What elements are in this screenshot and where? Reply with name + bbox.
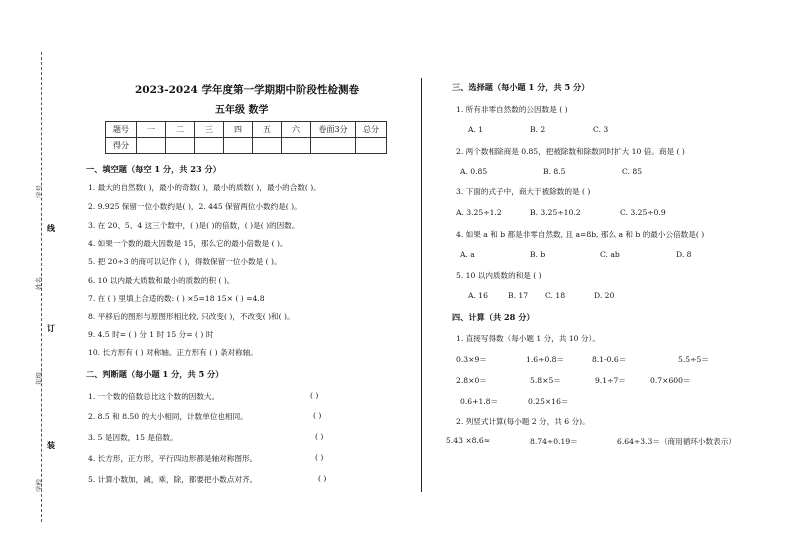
choice-option[interactable]: A. 16: [468, 291, 488, 300]
choice-option[interactable]: D. 8: [676, 250, 692, 259]
score-header-cell: 五: [253, 122, 282, 138]
margin-label-grade: 年级: [35, 372, 43, 385]
fill-question: 8. 平移后的图形与原图形相比较, 只改变( )，不改变( )和( )。: [88, 312, 295, 321]
score-table-header-row: [106, 122, 387, 138]
choice-option[interactable]: A. a: [460, 250, 475, 259]
judge-answer-blank[interactable]: ( ): [315, 432, 324, 441]
margin-mark-zhuang: 装: [47, 440, 55, 450]
calc-item: 9.1÷7＝: [595, 376, 626, 385]
judge-answer-blank[interactable]: ( ): [315, 453, 324, 462]
choice-option[interactable]: C. ab: [600, 250, 620, 259]
margin-label-name: 姓名: [35, 277, 43, 290]
calc-item: 1.6÷0.8＝: [526, 355, 565, 364]
score-header-cell: 三: [195, 122, 224, 138]
score-header-cell: 题号: [106, 122, 137, 138]
score-row-label: 得分: [106, 138, 137, 154]
score-cell[interactable]: [311, 138, 356, 154]
choice-option[interactable]: B. 8.5: [543, 167, 566, 176]
choice-question: 5. 10 以内质数的和是 ( ): [456, 271, 542, 280]
judge-question: 5. 计算小数加，减，乘，除，都要把小数点对齐。: [88, 475, 258, 484]
judge-question: 1. 一个数的倍数总比这个数的因数大。: [88, 392, 220, 401]
calc-subtitle: 1. 直接写得数（每小题 1 分，共 10 分）。: [456, 334, 600, 343]
choice-option[interactable]: D. 20: [594, 291, 615, 300]
calc-subtitle: 2. 列竖式计算(每小题 2 分，共 6 分)。: [456, 417, 590, 426]
score-cell[interactable]: [282, 138, 311, 154]
score-cell[interactable]: [195, 138, 224, 154]
choice-option[interactable]: C. 85: [622, 167, 643, 176]
page-title: 2023-2024 学年度第一学期期中阶段性检测卷: [135, 84, 359, 96]
judge-answer-blank[interactable]: ( ): [310, 391, 319, 400]
choice-option[interactable]: B. 3.25÷10.2: [530, 208, 581, 217]
score-table-score-row: [106, 138, 387, 154]
calc-item: 0.3×9＝: [456, 355, 487, 364]
score-cell[interactable]: [166, 138, 195, 154]
score-table: [105, 121, 387, 154]
judge-answer-blank[interactable]: ( ): [318, 474, 327, 483]
choice-option[interactable]: B. 2: [530, 125, 546, 134]
section2-title: 二、判断题（每小题 1 分，共 5 分）: [86, 369, 224, 379]
choice-option[interactable]: C. 18: [545, 291, 566, 300]
score-header-cell: 四: [224, 122, 253, 138]
fill-question: 10. 长方形有 ( ) 对称轴。正方形有 ( ) 条对称轴。: [88, 348, 258, 357]
judge-question: 2. 8.5 和 8.50 的大小相同，计数单位也相同。: [88, 412, 248, 421]
score-cell[interactable]: [137, 138, 166, 154]
choice-question: 4. 如果 a 和 b 都是非零自然数, 且 a=8b, 那么 a 和 b 的最小公倍数是( ): [456, 230, 705, 239]
vertical-calc-item: 6.64÷3.3＝（商用循环小数表示）: [617, 437, 736, 446]
choice-option[interactable]: A. 0.85: [460, 167, 488, 176]
calc-item: 0.7×600＝: [650, 376, 691, 385]
choice-question: 2. 两个数相除商是 0.85，把被除数和除数同时扩大 10 倍。商是 ( ): [456, 147, 685, 156]
calc-item: 2.8×0＝: [456, 376, 487, 385]
calc-item: 0.25×16＝: [528, 397, 569, 406]
vertical-calc-item: 8.74÷0.19＝: [530, 437, 578, 446]
score-header-cell: 六: [282, 122, 311, 138]
choice-option[interactable]: B. b: [530, 250, 546, 259]
choice-option[interactable]: A. 1: [468, 125, 484, 134]
column-divider: [421, 78, 422, 492]
margin-label-student-id: 学号: [35, 185, 43, 198]
fill-question: 2. 9.925 保留一位小数约是( )，2. 445 保留两位小数约是( )。: [88, 202, 302, 211]
score-header-cell: 总分: [356, 122, 387, 138]
margin-mark-ding: 订: [47, 323, 55, 333]
section3-title: 三、选择题（每小题 1 分，共 5 分）: [452, 82, 590, 92]
vertical-calc-item: 5.43 ×8.6≈: [446, 436, 491, 445]
section1-title: 一、填空题（每空 1 分，共 23 分）: [86, 164, 221, 174]
score-header-cell: 一: [137, 122, 166, 138]
choice-option[interactable]: C. 3.25÷0.9: [620, 208, 666, 217]
calc-item: 0.6+1.8＝: [460, 397, 499, 406]
choice-question: 3. 下面的式子中，商大于被除数的是 ( ): [456, 187, 591, 196]
margin-label-school: 学校: [35, 479, 43, 492]
fill-question: 9. 4.5 时= ( ) 分 1 时 15 分= ( ) 时: [88, 330, 214, 339]
fill-question: 6. 10 以内最大质数和最小的质数的积 ( )。: [88, 276, 235, 285]
score-header-cell: 卷面3分: [311, 122, 356, 138]
choice-question: 1. 所有非零自然数的公因数是 ( ): [456, 105, 568, 114]
score-cell[interactable]: [224, 138, 253, 154]
judge-question: 4. 长方形，正方形，平行四边形都是轴对称图形。: [88, 454, 258, 463]
calc-item: 8.1-0.6＝: [592, 355, 627, 364]
fill-question: 5. 把 20÷3 的商可以记作 ( )，得数保留一位小数是 ( )。: [88, 257, 282, 266]
score-cell[interactable]: [253, 138, 282, 154]
fill-question: 1. 最大的自然数( )，最小的奇数( )，最小的质数( )，最小的合数( )。: [88, 183, 321, 192]
fill-question: 3. 在 20、5、4 这三个数中，( )是( )的倍数，( )是( )的因数。: [88, 221, 300, 230]
score-cell[interactable]: [356, 138, 387, 154]
score-header-cell: 二: [166, 122, 195, 138]
section4-title: 四、计算（共 28 分）: [452, 312, 535, 322]
calc-item: 5.8×5＝: [530, 376, 561, 385]
margin-mark-xian: 线: [47, 223, 55, 233]
judge-question: 3. 5 是因数，15 是倍数。: [88, 433, 178, 442]
fill-question: 4. 如果一个数的最大因数是 15，那么它的最小倍数是 ( )。: [88, 239, 288, 248]
choice-option[interactable]: B. 17: [508, 291, 529, 300]
choice-option[interactable]: C. 3: [593, 125, 609, 134]
page-subtitle: 五年级 数学: [215, 105, 269, 116]
choice-option[interactable]: A. 3.25÷1.2: [456, 208, 502, 217]
calc-item: 5.5÷5＝: [678, 355, 709, 364]
judge-answer-blank[interactable]: ( ): [313, 411, 322, 420]
fill-question: 7. 在 ( ) 里填上合适的数: ( ) ×5=18 15× ( ) =4.8: [88, 294, 265, 303]
